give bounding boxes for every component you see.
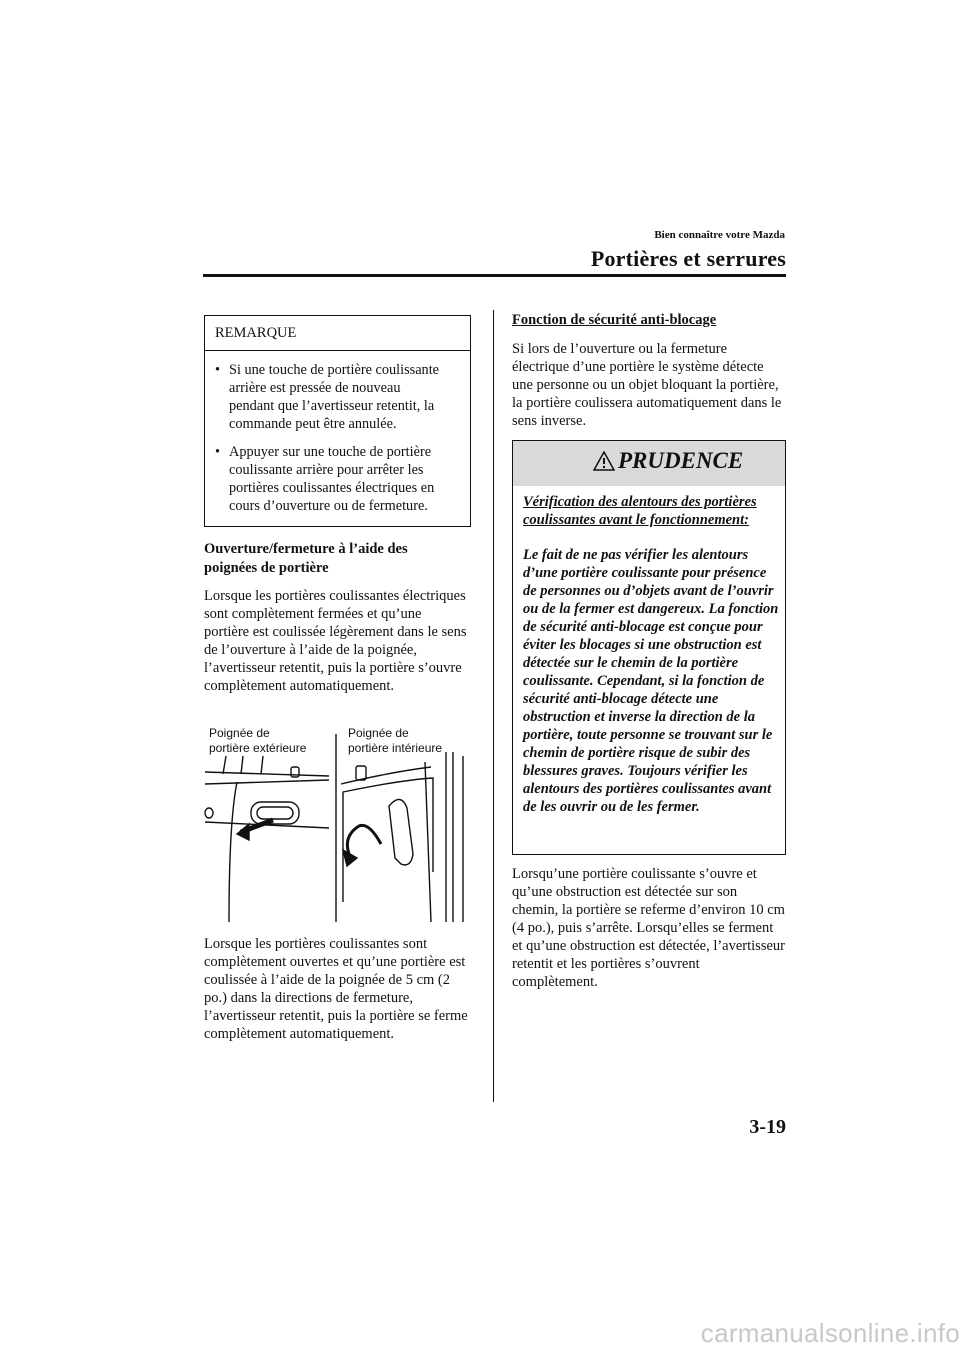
note-item — [205, 361, 447, 433]
paragraph-handles-close: Lorsque les portières coulissantes sont complètement ouvertes et qu’une portière est coulissée à l’aide de la poignée de 5 cm (2 po.) dans la directions de fermeture, l’avertisseur retentit, puis la portière se ferme complètement automatiquement. — [204, 936, 468, 1042]
caution-heading: PRUDENCE — [618, 448, 744, 473]
note-item — [205, 443, 447, 515]
paragraph-handles-open: Lorsque les portières coulissantes électriques sont complètement fermées et qu’une portière est coulissée légèrement dans le sens de l’ouverture à l’aide de la poignée, l’avertisseur retentit, puis la portière s’ouvre complètement automatiquement. — [204, 588, 467, 694]
page-number: 3-19 — [749, 1116, 786, 1138]
header-section: Bien connaître votre Mazda — [654, 229, 785, 241]
label-outer-handle: Poignée de portière extérieure — [209, 726, 307, 755]
caution-subheading: Vérification des alentours des portières coulissantes avant le fonctionnement: — [523, 494, 757, 528]
paragraph-obstruction: Lorsqu’une portière coulissante s’ouvre et qu’une obstruction est détectée sur son chemin, la portière se referme d’environ 10 cm (4 po.), puis s’arrête. Lorsqu’elles se ferment et qu’une obstruction est détectée, l’avertisseur retentit et les portières s’ouvrent complètement. — [512, 866, 785, 990]
paragraph-antiblock: Si lors de l’ouverture ou la fermeture électrique d’une portière le système détecte une personne ou un objet bloquant la portière, la portière coulissera automatiquement dans le sens inverse. — [512, 341, 782, 429]
note-item-text: Appuyer sur une touche de portière coulissante arrière pour arrêter les portières coulissantes électriques en cours d’ouverture ou de fermeture. — [229, 444, 435, 514]
bullet-icon: • — [215, 362, 221, 378]
page-title: Portières et serrures — [590, 246, 786, 271]
note-list — [205, 361, 470, 515]
header-rule — [203, 274, 786, 277]
caution-box — [512, 440, 786, 855]
note-item-text: Si une touche de portière coulissante arrière est pressée de nouveau pendant que l’avertisseur retentit, la commande peut être annulée. — [229, 362, 440, 432]
caution-text: Le fait de ne pas vérifier les alentours d’une portière coulissante pour présence de personnes ou d’objets avant de l’ouvrir ou de la fermer est dangereux. La fonction de sécurité anti-blocage est conçue pour éviter les blocages si une obstruction est détectée sur le chemin de la portière coulissante. Cependant, si la fonction de sécurité anti-blocage détecte une obstruction et inverse la direction de la portière, toute personne se trouvant sur le chemin de portière risque de subir des blessures graves. Toujours vérifier les alentours des portières coulissantes avant de les ouvrir ou de les fermer. — [523, 547, 779, 815]
warning-triangle-icon — [593, 451, 615, 471]
section-title-antiblock: Fonction de sécurité anti-blocage — [512, 312, 717, 328]
note-heading: REMARQUE — [205, 316, 470, 351]
door-handle-figure — [201, 712, 471, 924]
bullet-icon: • — [215, 444, 221, 460]
caution-header — [513, 441, 785, 486]
watermark: carmanualsonline.info — [700, 1318, 960, 1348]
note-box — [204, 315, 471, 527]
column-divider — [493, 310, 494, 1102]
label-inner-handle: Poignée de portière intérieure — [348, 726, 443, 755]
section-title-handles: Ouverture/fermeture à l’aide des poignées de portière — [204, 541, 408, 576]
